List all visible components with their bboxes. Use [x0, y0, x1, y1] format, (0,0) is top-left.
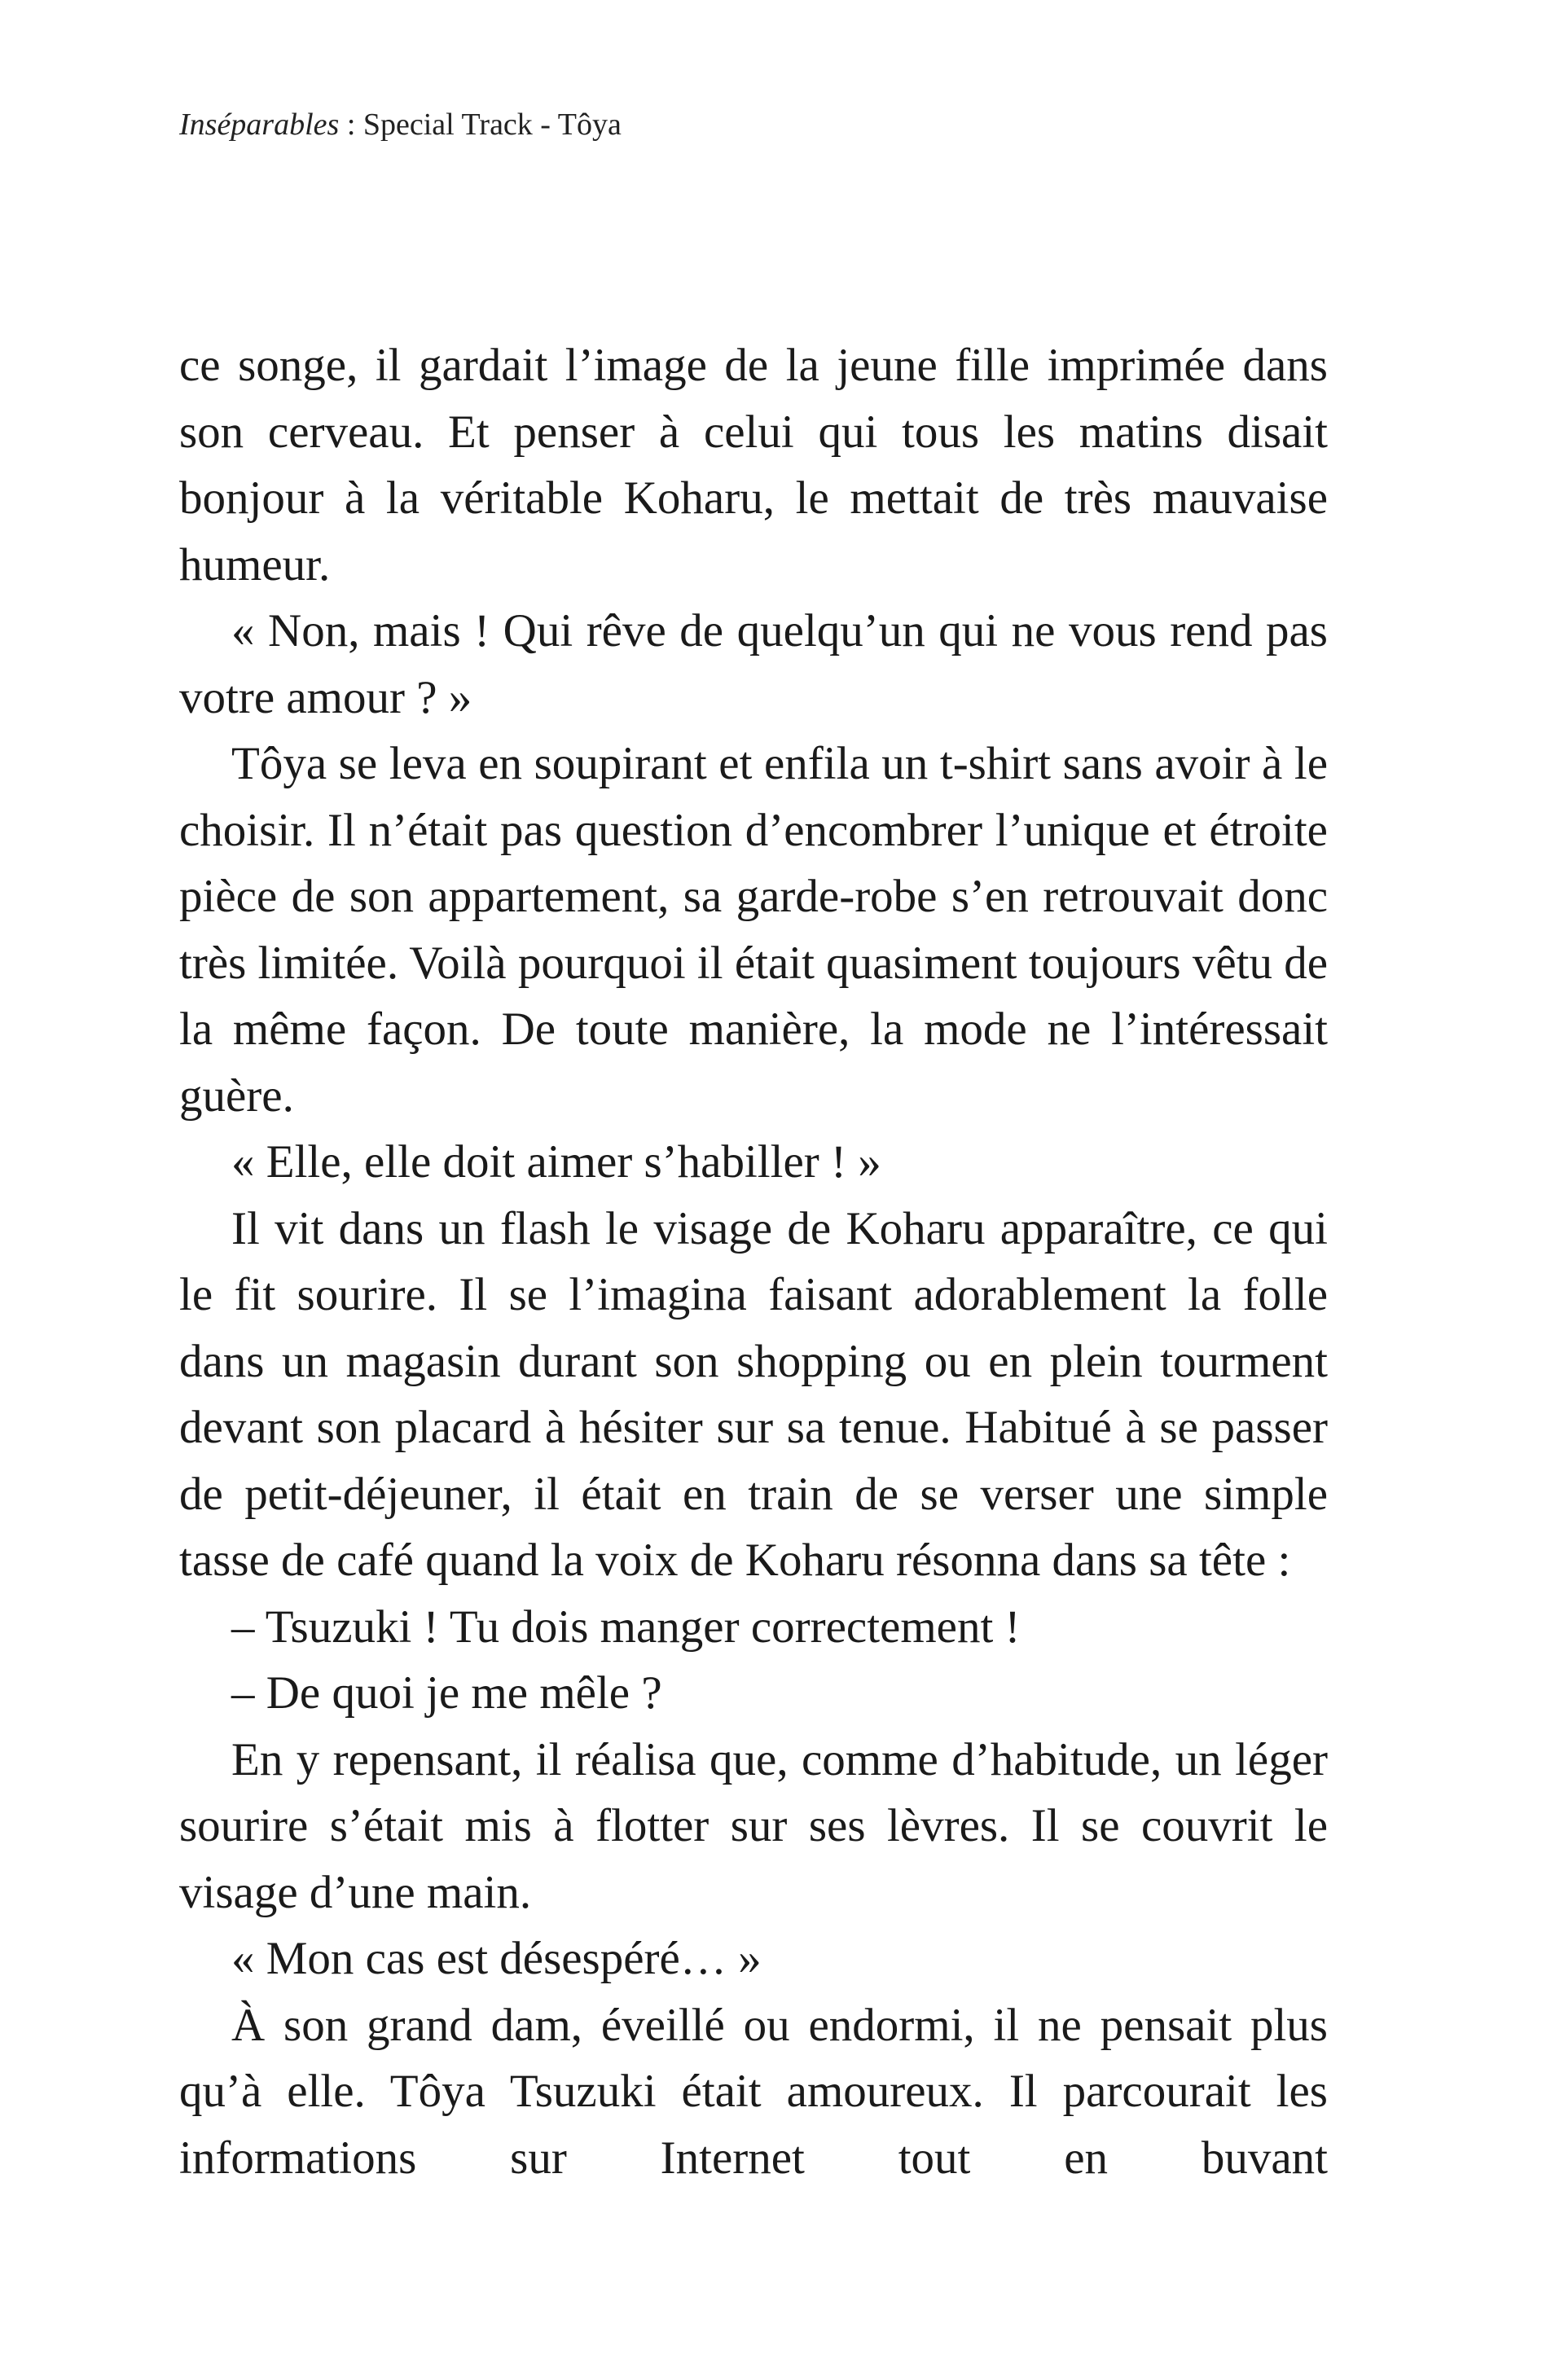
paragraph: « Mon cas est désespéré… »: [231, 1933, 762, 1984]
paragraph: Il vit dans un flash le visage de Koharu apparaître, ce qui le fit sourire. Il se l’imagina faisant adorablement la folle dans un magasin durant son shopping ou en plein tourment devant son placard à hésiter sur sa tenue. Habitué à se passer de petit-déjeuner, il était en train de se verser une simple tasse de café quand la voix de Koharu résonna dans sa tête :: [179, 1202, 1328, 1586]
paragraph: – De quoi je me mêle ?: [231, 1667, 662, 1719]
header-separator: :: [339, 108, 363, 142]
paragraph: « Non, mais ! Qui rêve de quelqu’un qui ne vous rend pas votre amour ? »: [179, 605, 1328, 723]
paragraph: ce songe, il gardait l’image de la jeune fille imprimée dans son cerveau. Et penser à celui qui tous les matins disait bonjour à la véritable Koharu, le mettait de très mauvaise humeur.: [179, 340, 1328, 591]
paragraph: – Tsuzuki ! Tu dois manger correctement !: [231, 1601, 1021, 1653]
paragraph: À son grand dam, éveillé ou endormi, il ne pensait plus qu’à elle. Tôya Tsuzuki était amoureux. Il parcourait les informations sur Internet tout en buvant: [179, 1999, 1328, 2184]
paragraph: Tôya se leva en soupirant et enfila un t-shirt sans avoir à le choisir. Il n’était pas question d’encombrer l’unique et étroite pièce de son appartement, sa garde-robe s’en retrouvait donc très limitée. Voilà pourquoi il était quasiment toujours vêtu de la même façon. De toute manière, la mode ne l’intéressait guère.: [179, 738, 1328, 1122]
body-text: [179, 332, 1328, 2191]
paragraph: « Elle, elle doit aimer s’habiller ! »: [231, 1136, 881, 1188]
chapter-subtitle: Special Track - Tôya: [362, 108, 622, 142]
running-header: [179, 104, 622, 145]
paragraph: En y repensant, il réalisa que, comme d’habitude, un léger sourire s’était mis à flotter sur ses lèvres. Il se couvrit le visage d’une main.: [179, 1733, 1328, 1918]
book-title: Inséparables: [179, 108, 340, 142]
